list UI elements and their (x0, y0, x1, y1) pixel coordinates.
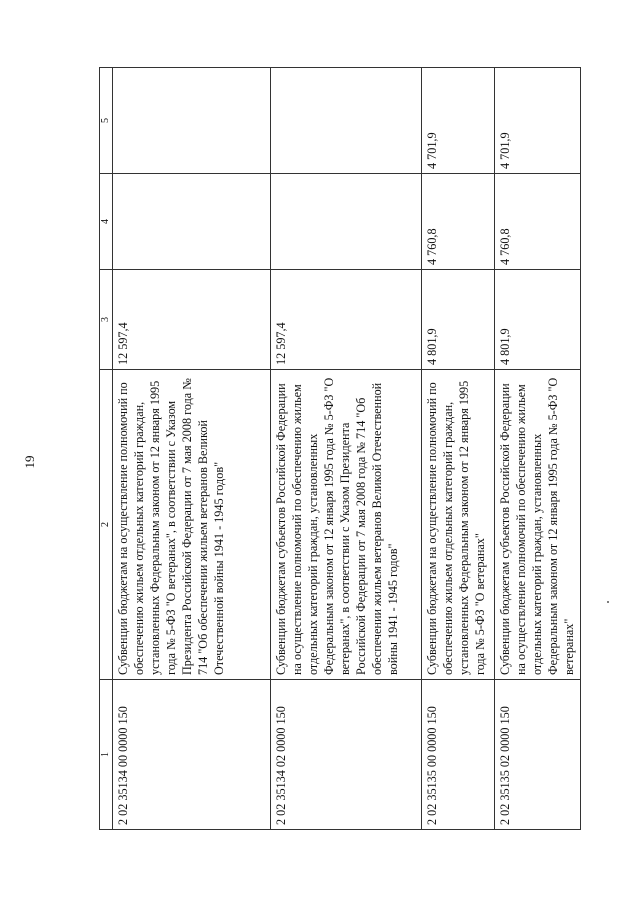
scan-speck (607, 601, 609, 603)
description-cell: Субвенции бюджетам субъектов Российской Федерации на осуществление полномочий по обеспечению жильем отдельных категорий граждан, установленных Федеральным законом от 12 января 1995 года № 5-ФЗ "О ветеранах", в соответствии с Указом Президента Российской Федерации от 7 мая 2008 года № 714 "Об обеспечении жильем ветеранов Великой Отечественной войны 1941 - 1945 годов" (271, 370, 422, 680)
page-number: 19 (22, 455, 37, 469)
amount-col4-cell (113, 174, 271, 270)
budget-code-cell: 2 02 35135 00 0000 150 (422, 680, 495, 830)
description-cell: Субвенции бюджетам на осуществление полномочий по обеспечению жильем отдельных категорий граждан, установленных Федеральным законом от 12 января 1995 года № 5-ФЗ "О ветеранах", в соответствии с Указом Президента Российской Федерации от 7 мая 2008 года № 714 "Об обеспечении жильем ветеранов Великой Отечественной войны 1941 - 1945 годов" (113, 370, 271, 680)
budget-code-cell: 2 02 35134 00 0000 150 (113, 680, 271, 830)
budget-code-cell: 2 02 35135 02 0000 150 (495, 680, 581, 830)
budget-table-wrapper (99, 68, 581, 830)
column-number: 1 (100, 680, 113, 830)
amount-col4-cell: 4 760,8 (495, 174, 581, 270)
amount-col5-cell (113, 68, 271, 174)
amount-col3-cell: 12 597,4 (271, 270, 422, 370)
table-row (271, 68, 422, 830)
amount-col3-cell: 12 597,4 (113, 270, 271, 370)
table-row (422, 68, 495, 830)
table-row (113, 68, 271, 830)
amount-col5-cell: 4 701,9 (422, 68, 495, 174)
description-cell: Субвенции бюджетам субъектов Российской Федерации на осуществление полномочий по обеспечению жильем отдельных категорий граждан, установленных Федеральным законом от 12 января 1995 года № 5-ФЗ "О ветеранах" (495, 370, 581, 680)
column-number-row (100, 68, 113, 830)
column-number: 5 (100, 68, 113, 174)
amount-col3-cell: 4 801,9 (422, 270, 495, 370)
budget-table (99, 67, 581, 830)
amount-col5-cell: 4 701,9 (495, 68, 581, 174)
budget-code-cell: 2 02 35134 02 0000 150 (271, 680, 422, 830)
column-number: 4 (100, 174, 113, 270)
amount-col5-cell (271, 68, 422, 174)
description-cell: Субвенции бюджетам на осуществление полномочий по обеспечению жильем отдельных категорий граждан, установленных Федеральным законом от 12 января 1995 года № 5-ФЗ "О ветеранах" (422, 370, 495, 680)
column-number: 3 (100, 270, 113, 370)
table-row (495, 68, 581, 830)
amount-col4-cell (271, 174, 422, 270)
amount-col3-cell: 4 801,9 (495, 270, 581, 370)
column-number: 2 (100, 370, 113, 680)
amount-col4-cell: 4 760,8 (422, 174, 495, 270)
